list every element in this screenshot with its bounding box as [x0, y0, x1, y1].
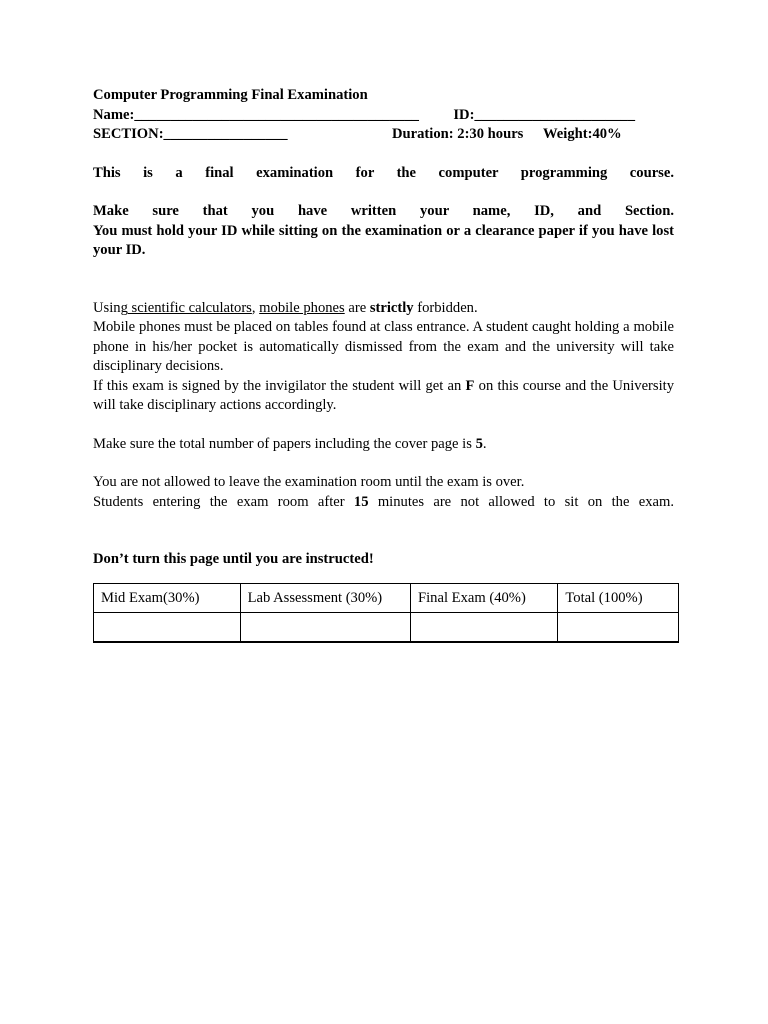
name-id-row [93, 106, 674, 126]
late-minutes: 15 [353, 493, 369, 510]
score-header-row [94, 584, 679, 613]
section-field: SECTION:_________________ [93, 126, 288, 142]
intro-line-2: Make sure that you have written your name, ID, and Section. [93, 203, 674, 219]
score-header-mid: Mid Exam(30%) [94, 584, 241, 613]
grade-f-text: F [465, 377, 475, 394]
name-field: Name:_______________________________________ [93, 106, 419, 123]
score-header-final: Final Exam (40%) [411, 584, 558, 613]
score-cell-lab[interactable] [240, 613, 410, 643]
rule-paper-count: Make sure the total number of papers including the cover page is 5. [93, 435, 487, 452]
exam-title: Computer Programming Final Examination [93, 87, 368, 103]
id-field: ID:______________________ [453, 106, 635, 123]
score-header-total: Total (100%) [558, 584, 679, 613]
instruction-notice: Don’t turn this page until you are instructed! [93, 551, 374, 567]
rule-forbidden-items: Using scientific calculators, mobile phones are strictly forbidden. [93, 299, 478, 316]
score-value-row [94, 613, 679, 643]
strictly-text: strictly [369, 299, 414, 316]
score-cell-final[interactable] [411, 613, 558, 643]
mobile-phones-text: mobile phones [259, 299, 345, 316]
score-cell-total[interactable] [558, 613, 679, 643]
intro-line-1: This is a final examination for the computer programming course. [93, 164, 674, 181]
score-table [93, 583, 679, 643]
rule-mobile-phones: Mobile phones must be placed on tables found at class entrance. A student caught holding a mobile phone in his/her pocket is automatically dismissed from the exam and the university will take disciplinary decisions. [93, 319, 674, 374]
weight-text: Weight:40% [543, 126, 622, 142]
rule-late-entry: Students entering the exam room after 15 minutes are not allowed to sit on the exam. [93, 493, 674, 510]
calculators-text: scientific calculators [127, 299, 252, 316]
exam-cover-page [93, 86, 674, 570]
intro-line-3: You must hold your ID while sitting on the examination or a clearance paper if you have lost your ID. [93, 222, 674, 258]
duration-text: Duration: 2:30 hours [392, 126, 524, 142]
score-header-lab: Lab Assessment (30%) [240, 584, 410, 613]
score-cell-mid[interactable] [94, 613, 241, 643]
rule-leave-room: You are not allowed to leave the examination room until the exam is over. [93, 474, 525, 490]
section-duration-row [93, 125, 674, 145]
rule-invigilator: If this exam is signed by the invigilator the student will get an F on this course and the University will take disciplinary actions accordingly. [93, 377, 675, 413]
paper-count: 5 [475, 435, 483, 452]
